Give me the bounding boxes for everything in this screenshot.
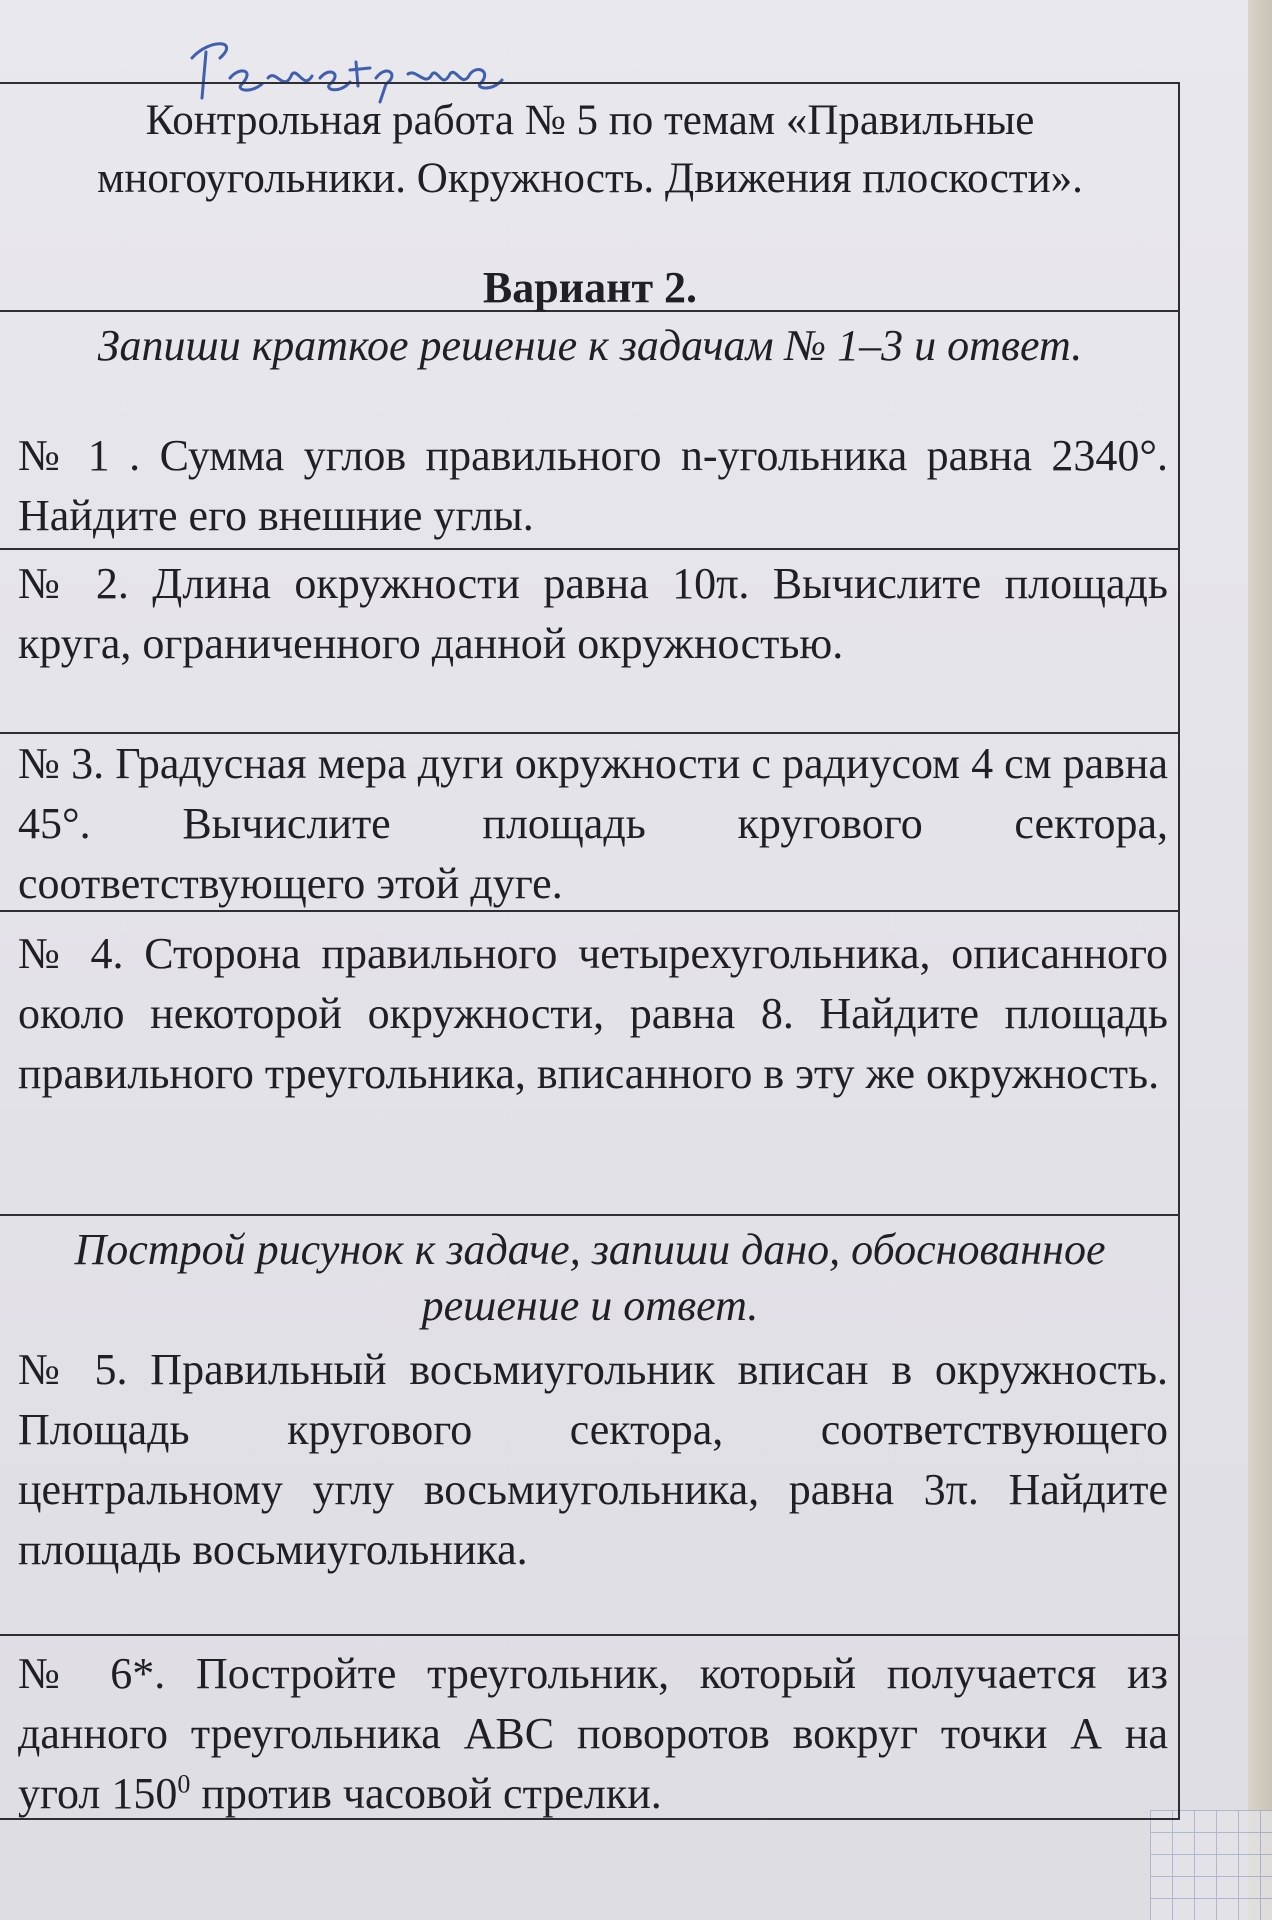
task-6-text-end: против часовой стрелки. [190, 1769, 662, 1818]
degree-superscript: 0 [177, 1769, 191, 1799]
full-solution-instruction: Построй рисунок к задаче, запиши дано, обоснованное решение и ответ. [74, 1225, 1106, 1330]
task-1-text: № 1 . Сумма углов правильного n-угольника равна 2340°. Найдите его внешние углы. [18, 431, 1168, 540]
task-4-text: № 4. Сторона правильного четырехугольника, описанного около некоторой окружности, равна 8. Найдите площадь правильного треугольника, вписанного в эту же окружность. [18, 929, 1168, 1098]
task-6-row [0, 1636, 1180, 1820]
grid-paper-corner [1150, 1810, 1272, 1920]
worksheet-title: Контрольная работа № 5 по темам «Правильные многоугольники. Окружность. Движения плоскости». [97, 97, 1083, 202]
task-2-row [0, 550, 1180, 734]
task-2-text: № 2. Длина окружности равна 10π. Вычислите площадь круга, ограниченного данной окружностью. [18, 559, 1168, 668]
task-6-text [18, 1644, 1168, 1824]
task-1-row [0, 312, 1180, 550]
short-solution-instruction: Запиши краткое решение к задачам № 1–3 и ответ. [97, 321, 1083, 370]
task-3-text: № 3. Градусная мера дуги окружности с радиусом 4 см равна 45°. Вычислите площадь кругового сектора, соответствующего этой дуге. [18, 739, 1168, 908]
task-5-text: № 5. Правильный восьмиугольник вписан в окружность. Площадь кругового сектора, соответствующего центральному углу восьмиугольника, равна 3π. Найдите площадь восьмиугольника. [18, 1345, 1168, 1574]
task-3-row [0, 734, 1180, 912]
background-surface [1248, 0, 1272, 1920]
variant-label: Вариант 2. [482, 263, 698, 312]
header-row [0, 84, 1180, 312]
task-5-row [0, 1216, 1180, 1636]
task-6-text-main: № 6*. Постройте треугольник, который получается из данного треугольника АВС поворотов вокруг точки А на угол 150 [18, 1649, 1168, 1818]
task-4-row [0, 912, 1180, 1216]
worksheet-table [0, 82, 1180, 1820]
